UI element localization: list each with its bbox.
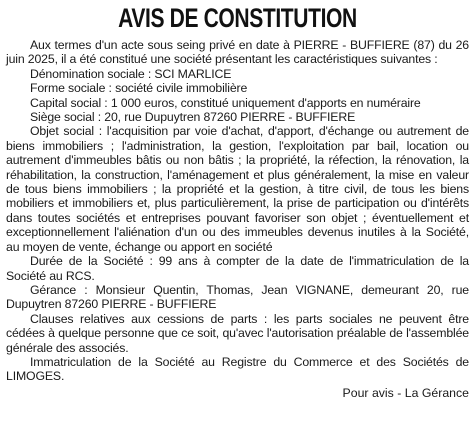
notice-signature: Pour avis - La Gérance [342,385,469,400]
company-name-paragraph: Dénomination sociale : SCI MARLICE [30,66,232,81]
duration-paragraph: Durée de la Société : 99 ans à compter de la date de l'immatriculation de la Société au RCS. [6,254,469,283]
legal-notice [6,2,469,400]
corporate-purpose-paragraph: Objet social : l'acquisition par voie d'achat, d'apport, d'échange ou autrement de biens immobiliers ; l'administration, la gestion, l'exploitation par bail, location ou autrement d'immeubles bâtis ou non bâtis ; la propriété, la réfection, la rénovation, la réhabilitation, la construction, l'aménagement et plus généralement, la mise en valeur de tous biens immobiliers ; la propriété et la gestion, à titre civil, de tous les biens mobiliers et immobiliers et, plus particulièrement, la prise de participation ou d'intérêts dans toutes sociétés et entreprises pouvant favoriser son objet ; éventuellement et exceptionnellement l'aliénation d'un ou des immeubles devenus inutiles à la Société, au moyen de vente, échange ou apport en société [6,124,469,254]
notice-body [6,38,469,384]
share-capital-paragraph: Capital social : 1 000 euros, constitué uniquement d'apports en numéraire [30,95,421,110]
registration-paragraph: Immatriculation de la Société au Registre du Commerce et des Sociétés de LIMOGES. [6,354,469,384]
intro-paragraph: Aux termes d'un acte sous seing privé en date à PIERRE - BUFFIERE (87) du 26 juin 2025, il a été constitué une société présentant les caractéristiques suivantes : [6,38,469,67]
registered-office-paragraph: Siège social : 20, rue Dupuytren 87260 PIERRE - BUFFIERE [30,110,356,125]
share-transfer-paragraph: Clauses relatives aux cessions de parts : les parts sociales ne peuvent être cédées à quelque personne que ce soit, qu'avec l'autorisation préalable de l'assemblée générale des associés. [6,311,469,355]
notice-title: AVIS DE CONSTITUTION [118,3,357,33]
management-paragraph: Gérance : Monsieur Quentin, Thomas, Jean VIGNANE, demeurant 20, rue Dupuytren 87260 PIERRE - BUFFIERE [6,282,469,312]
legal-form-paragraph: Forme sociale : société civile immobilière [30,81,248,96]
